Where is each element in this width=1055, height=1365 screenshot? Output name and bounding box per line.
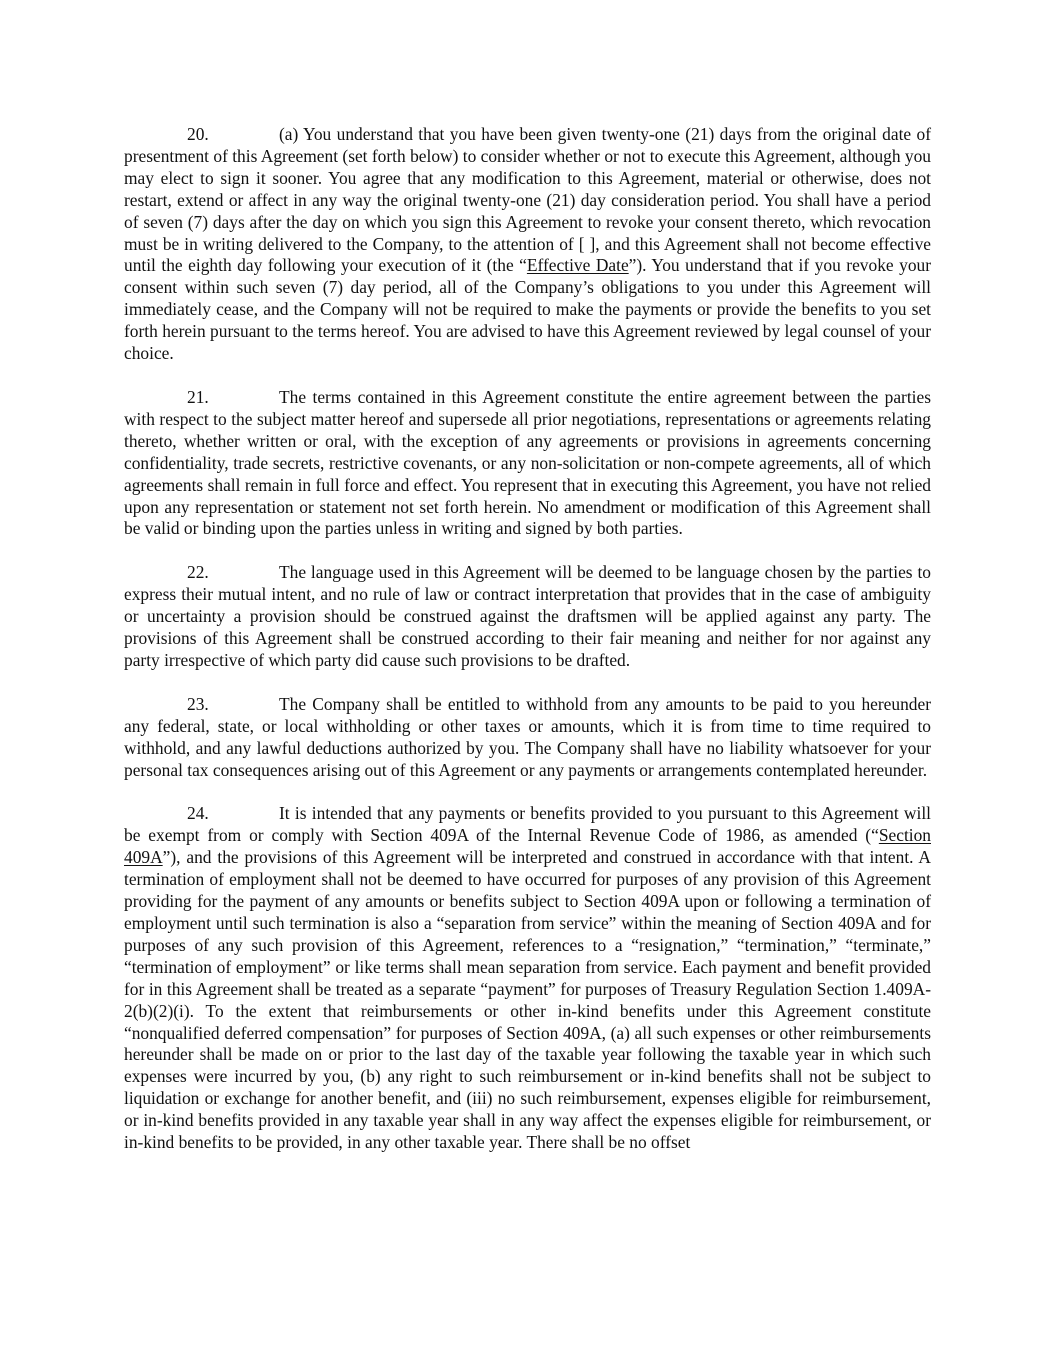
paragraph-number: 23. (187, 693, 209, 714)
paragraph-20 (124, 124, 931, 365)
paragraph-text-continued: ”). You understand that if you revoke your consent within such seven (7) day period, all of the Company’s obligations to you under this Agreement will immediately cease, and the Company will not be required to make the payments or provide the benefits to you set forth herein pursuant to the terms hereof. You are advised to have this Agreement reviewed by legal counsel of your choice. (124, 255, 931, 364)
paragraph-text: It is intended that any payments or benefits provided to you pursuant to this Agreement will be exempt from or comply with Section 409A of the Internal Revenue Code of 1986, as amended (“ (124, 803, 931, 846)
paragraph-23 (124, 694, 931, 782)
defined-term-effective-date: Effective Date (526, 255, 629, 276)
paragraph-text: The language used in this Agreement will be deemed to be language chosen by the parties to express their mutual intent, and no rule of law or contract interpretation that provides that in the case of ambiguity or uncertainty a provision should be construed against the draftsmen will be applied against any party. The provisions of this Agreement shall be construed according to their fair meaning and neither for nor against any party irrespective of which party did cause such provisions to be drafted. (124, 562, 931, 670)
paragraph-21 (124, 387, 931, 540)
paragraph-text: The Company shall be entitled to withhold from any amounts to be paid to you hereunder any federal, state, or local withholding or other taxes or amounts, which it is from time to time required to withhold, and any lawful deductions authorized by you. The Company shall have no liability whatsoever for your personal tax consequences arising out of this Agreement or any payments or arrangements contemplated hereunder. (124, 693, 931, 780)
paragraph-text: The terms contained in this Agreement constitute the entire agreement between the parties with respect to the subject matter hereof and supersede all prior negotiations, representations or agreements relating thereto, whether written or oral, with the exception of any agreements or provisions in agreements concerning confidentiality, trade secrets, restrictive covenants, or any non-solicitation or non-compete agreements, all of which agreements shall remain in full force and effect. You represent that in executing this Agreement, you have not relied upon any representation or statement not set forth herein. No amendment or modification of this Agreement shall be valid or binding upon the parties unless in writing and signed by both parties. (124, 386, 931, 539)
paragraph-text: (a) You understand that you have been given twenty-one (21) days from the original date of presentment of this Agreement (set forth below) to consider whether or not to execute this Agreement, although you may elect to sign it sooner. You agree that any modification to this Agreement, material or otherwise, does not restart, extend or affect in any way the original twenty-one (21) day consideration period. You shall have a period of seven (7) days after the day on which you sign this Agreement to revoke your consent thereto, which revocation must be in writing delivered to the Company, to the attention of [ ], and this Agreement shall not become effective until the eighth day following your execution of it (the “ (124, 124, 931, 276)
document-page (124, 124, 931, 1176)
paragraph-number: 24. (187, 803, 209, 824)
paragraph-number: 20. (187, 124, 209, 144)
paragraph-24 (124, 803, 931, 1154)
paragraph-text-continued: ”), and the provisions of this Agreement will be interpreted and construed in accordance with that intent. A termination of employment shall not be deemed to have occurred for purposes of any provision of this Agreement providing for the payment of any amounts or benefits subject to Section 409A upon or following a termination of employment until such termination is also a “separation from service” within the meaning of Section 409A and for purposes of any such provision of this Agreement, references to a “resignation,” “termination,” “terminate,” “termination of employment” or like terms shall mean separation from service. Each payment and benefit provided for in this Agreement shall be treated as a separate “payment” for purposes of Treasury Regulation Section 1.409A-2(b)(2)(i). To the extent that reimbursements or other in-kind benefits under this Agreement constitute “nonqualified deferred compensation” for purposes of Section 409A, (a) all such expenses or other reimbursements hereunder shall be made on or prior to the last day of the taxable year following the taxable year in which such expenses were incurred by you, (b) any right to such reimbursement or in-kind benefits shall not be subject to liquidation or exchange for another benefit, and (iii) no such reimbursement, expenses eligible for reimbursement, or in-kind benefits provided in any taxable year shall in any way affect the expenses eligible for reimbursement, or in-kind benefits to be provided, in any other taxable year. There shall be no offset (124, 847, 931, 1153)
paragraph-number: 22. (187, 562, 209, 583)
defined-term-section-409a: Section 409A (124, 825, 931, 868)
paragraph-22 (124, 562, 931, 672)
paragraph-number: 21. (187, 386, 209, 407)
